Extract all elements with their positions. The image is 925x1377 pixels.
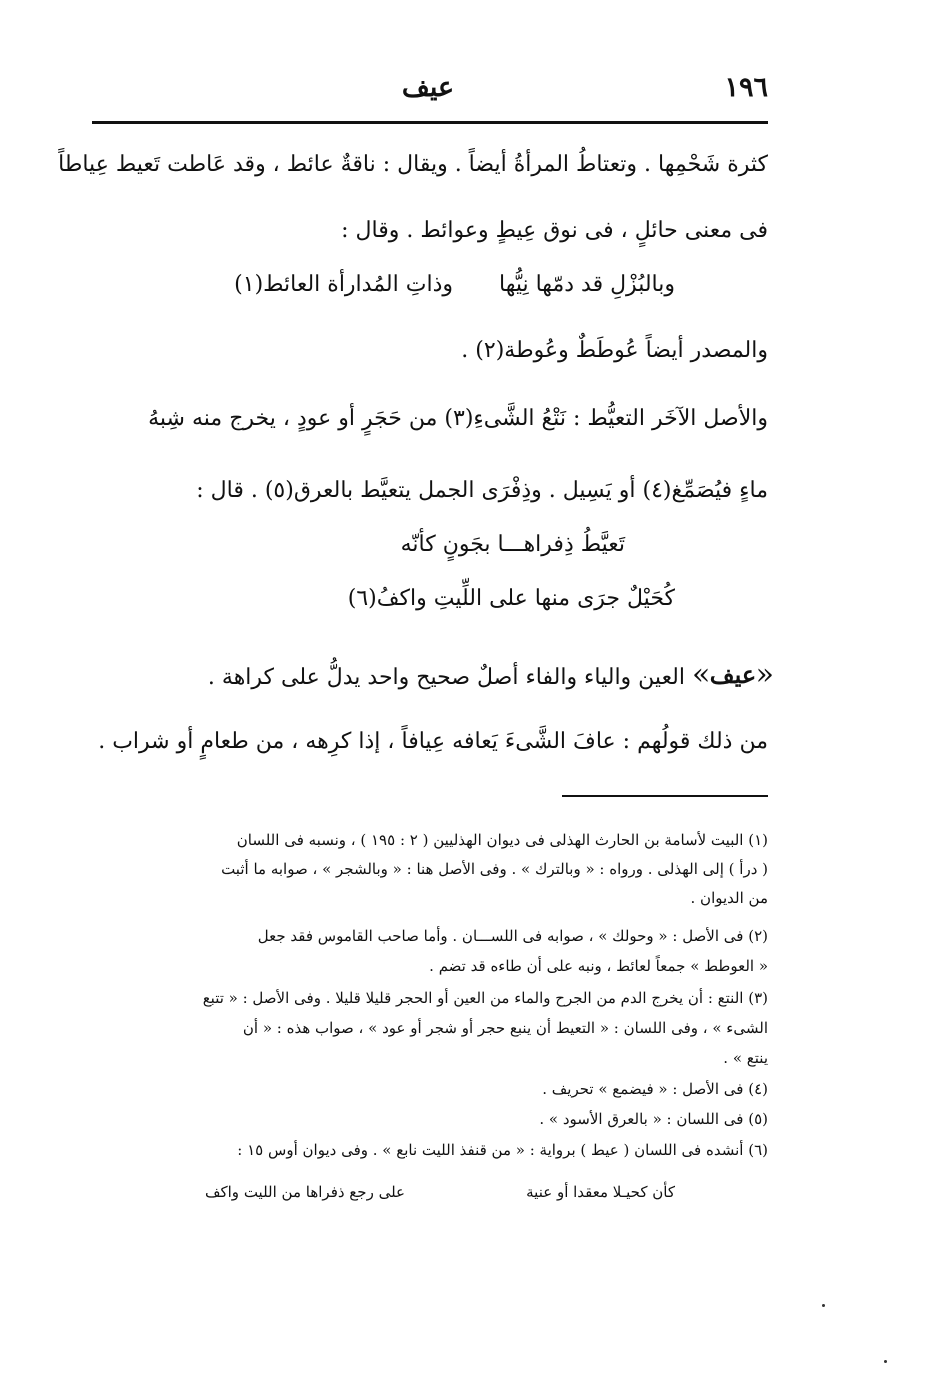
headword-text: عيف — [709, 660, 757, 689]
ornamental-bracket-right: « — [755, 657, 774, 692]
running-head: عيف — [401, 72, 455, 103]
main-text-line-2: فى معنى حائلٍ ، فى نوق عِيطٍ وعوائط . وقال : — [341, 218, 768, 243]
main-text-line-4: والأصل الآخَر التعيُّط : نَتْعُ الشَّىءِ(٣) من حَجَرٍ أو عودٍ ، يخرج منه شِبهُ — [148, 406, 768, 431]
ornamental-bracket-left: » — [692, 657, 711, 692]
verse-1-second-hemistich: وذاتِ المُدارأة العائط(١) — [234, 272, 453, 297]
footnote-line-7: الشىء » ، وفى اللسان : « التعيط أن ينبع حجر أو شجر أو عود » ، صواب هذه : « أن — [242, 1019, 768, 1037]
footnote-line-4: (٢) فى الأصل : « وحولك » ، صوابه فى اللســـان . وأما صاحب القاموس فقد جعل — [257, 927, 768, 945]
footnote-line-5: « العوطط » جمعاً لعائط ، ونبه على أن طاءه قد تضم . — [429, 957, 768, 975]
footnote-line-11: (٦) أنشده فى اللسان ( عيط ) برواية : « من قنفذ الليت نابع » . وفى ديوان أوس ١٥ : — [237, 1141, 768, 1159]
main-text-line-3: والمصدر أيضاً عُوطَطٌ وعُوطة(٢) . — [461, 338, 768, 363]
verse-2-first-hemistich: تَعيَّطُ ذِفراهـــا بجَونٍ كأنّه — [400, 532, 625, 557]
page-header — [88, 70, 768, 110]
entry-headword — [692, 655, 774, 697]
footnote-rule — [562, 795, 768, 797]
footnote-line-10: (٥) فى اللسان : « بالعرق الأسود » . — [539, 1110, 768, 1128]
verse-1 — [234, 270, 675, 300]
scan-speck — [822, 1304, 825, 1307]
footnote-line-1: (١) البيت لأسامة بن الحارث الهذلى فى ديوان الهذليين ( ٢ : ١٩٥ ) ، ونسبه فى اللسان — [236, 831, 768, 849]
verse-1-first-hemistich: وبالبُزْلِ قد دمّها نِيُّها — [499, 272, 675, 297]
page-number: ١٩٦ — [724, 72, 768, 103]
footnote-verse-second-hemistich: على رجع ذفراها من الليت واكف — [204, 1183, 405, 1201]
footnote-line-3: من الديوان . — [690, 889, 768, 907]
entry-line-2: من ذلك قولُهم : عافَ الشَّىءَ يَعافه عِيافاً ، إذا كرِهه ، من طعامٍ أو شراب . — [98, 729, 768, 754]
footnote-line-9: (٤) فى الأصل : « فيضمع » تحريف . — [542, 1080, 768, 1098]
main-text-line-5: ماءٍ فيُصَمِّغ(٤) أو يَسِيل . وذِفْرَى الجمل يتعيَّط بالعرق(٥) . قال : — [196, 478, 768, 503]
footnote-line-8: ينتع » . — [723, 1049, 768, 1067]
entry-line-1: العين والياء والفاء أصلٌ صحيح واحد يدلُّ على كراهة . — [207, 665, 685, 690]
footnote-verse-first-hemistich: كأن كحيـلا معقدا أو عنية — [526, 1183, 675, 1201]
footnote-line-2: ( درأ ) إلى الهذلى . ورواه : « وبالترك » . وفى الأصل هنا : « وبالشجر » ، صوابه ما أثبت — [221, 860, 768, 878]
header-rule — [92, 121, 768, 124]
verse-2-second-hemistich: كُحَيْلٌ جرَى منها على اللِّيتِ واكفُ(٦) — [347, 586, 675, 611]
scan-speck — [884, 1360, 887, 1363]
footnote-line-6: (٣) النتع : أن يخرج الدم من الجرح والماء من العين أو الحجر قليلا قليلا . وفى الأصل : « تتبع — [202, 989, 768, 1007]
main-text-line-1: كثرة شَحْمِها . وتعتاطُ المرأةُ أيضاً . ويقال : ناقةٌ عائط ، وقد عَاطت تَعيط عِياطاً — [58, 152, 768, 177]
